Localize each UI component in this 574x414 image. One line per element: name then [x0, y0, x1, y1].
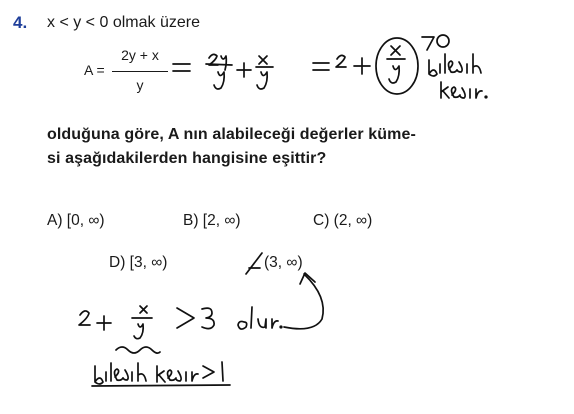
option-e[interactable]: (3, ∞)	[264, 254, 303, 271]
question-number: 4.	[13, 13, 28, 32]
expression-lhs: A =	[84, 62, 105, 78]
fraction-numerator: 2y + x	[121, 47, 159, 63]
option-c[interactable]: C) (2, ∞)	[313, 212, 373, 229]
option-b[interactable]: B) [2, ∞)	[183, 212, 241, 229]
fraction-denominator: y	[136, 77, 144, 93]
stem-line-2: si aşağıdakilerden hangisine eşittir?	[47, 150, 327, 167]
question-condition: x < y < 0 olmak üzere	[47, 14, 200, 31]
option-a[interactable]: A) [0, ∞)	[47, 212, 105, 229]
stem-line-1: olduğuna göre, A nın alabileceği değerler küme-	[47, 126, 416, 143]
option-d[interactable]: D) [3, ∞)	[109, 254, 168, 271]
